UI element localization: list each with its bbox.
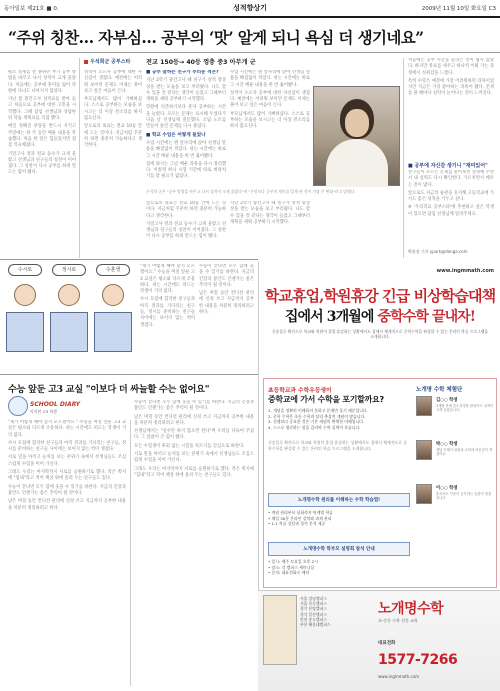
paragraph: 부모님께서도 많이 기뻐하셨다. 스스로 공부하는 모습을 보시고는 더 이상 잔소리를 하지 않으신다. [84,97,142,122]
paragraph: 남은 며칠 동안 컨디션 관리에 신경 쓰고 지금까지 공부한 내용을 차분히 정리하려고 한다. [8,499,126,511]
testimonial-photo [416,484,432,504]
desk-icon [50,312,88,352]
ad-reason-list [268,408,410,430]
paragraph: 친구들이 모르는 문제를 물어보면 설명해 주면서 내 실력도 다시 확인한다. 가르치면서 배우는 것이 많다. [408,170,494,188]
paragraph: 수능이 끝나면 모두 함께 웃을 수 있기를 바란다. 지금의 긴장과 불안도 언젠가는 좋은 추억이 될 것이다. [134,400,254,412]
paragraph: 수능이 끝나면 모두 함께 웃을 수 있기를 바란다. 지금의 긴장과 불안도 언젠가는 좋은 추억이 될 것이다. [8,484,126,496]
list-item: 경기 분당캠퍼스 [300,606,327,612]
list-item: • 개념 원리부터 심화까지 단계별 학습 [268,510,333,515]
paragraph: 매일 정해진 분량을 반드시 지키고 주말에는 한 주 동안 배운 내용을 복습했다. 처음 한 달은 힘들었지만 점점 익숙해졌다. [8,124,76,149]
paragraph: 그래도 우리는 마지막까지 서로를 응원하기로 했다. 작은 쪽지에 "힘내"라고 적어 책상 위에 올려 두는 친구들도 있다. [8,470,126,482]
article-column-3 [230,70,310,186]
paragraph: 선생님께서는 "실수만 하지 않으면 된다"며 우리를 다독여 주셨다. 그 말씀이 큰 힘이 됐다. [134,429,254,441]
testimonial-title: 노개명 수학 체험단 [416,387,463,393]
list-item: 2. 중학 수학은 초등 수학과 달리 추상적 개념이 많습니다. [268,413,366,419]
newspaper-name: 동아일보 제21호 ■ 0. [4,6,59,12]
paragraph: 수업 시간에는 맨 앞자리에 앉아 선생님 말씀을 빠짐없이 적었다. 쉬는 시간에는 바로 그 시간 배운 내용을 한 번 훑어봤다. [230,70,310,88]
section-divider [0,374,258,375]
paragraph: 수업 시간에는 맨 앞자리에 앉아 선생님 말씀을 빠짐없이 적었다. 쉬는 시간에는 바로 그 시간 배운 내용을 한 번 훑어봤다. [146,140,226,159]
phone-label: 대표전화 [378,641,396,646]
speech-bubble: 수시로 [8,264,42,276]
speech-bubble: 정시로 [52,264,86,276]
section2-headline: 수능 앞둔 고3 교실 "이보다 더 싸늘할 수는 없어요" [8,384,210,395]
paragraph: 집에 와서는 그날 배운 과목을 다시 정리했다. 이렇게 하니 시험 기간에 따로 벼락치기를 할 필요가 없었다. [146,161,226,180]
paragraph: 수시 모집에 합격한 친구들과 아직 결과를 기다리는 친구들, 정시를 준비하는 친구들 사이에는 보이지 않는 벽이 생겼다. [140,297,195,328]
column-divider [403,58,404,258]
campus-map [263,595,297,665]
student-name-line: 전교 150등→ 40등 껑충 중3 아무개 군 [146,59,256,66]
main-headline: “주위 칭찬… 자부심… 공부의 ‘맛’ 알게 되니 욕심 더 생기네요” [8,28,424,47]
testimonial-text: 혼자서도 꾸준히 공부하는 습관이 생겼습니다. [436,492,492,501]
mid-article-col-a [140,264,195,372]
subheading: ■ 공부 잘하는 친구가 부러운 적은? [146,70,219,75]
author-label-text: 우석희군 공부스타 [90,59,131,65]
right-column-bottom [408,170,494,240]
paragraph: 기말고사 결과 전교 등수가 크게 올랐고 선생님과 친구들의 칭찬이 이어졌다. 그 칭찬이 다시 공부를 하게 만드는 힘이 됐다. [146,221,226,240]
testimonial-name: 김○○ 학생 [436,398,458,403]
campus-list [300,596,370,627]
paragraph: 수시 모집에 합격한 친구들과 아직 결과를 기다리는 친구들, 정시를 준비하는 친구들 사이에는 보이지 않는 벽이 생겼다. [8,440,126,453]
section2-col-b [134,400,254,686]
school-diary-logo [8,396,28,416]
paragraph: 평소 절제를 잘 못하던 부가 공부 방법을 바꾸고 나서 성적이 크게 올랐다. 처음에는 공부에 흥미를 잃어 학원에 다녀도 나아지지 않았다. [8,70,76,94]
paragraph: "제가 어떻게 해야 할지 모르겠어요." 수능을 며칠 앞둔 고3 교실은 평소와 다르게 조용하다. 쉬는 시간에도 떠드는 학생이 거의 없다. [8,420,126,438]
list-item: 부산 해운대캠퍼스 [300,622,331,628]
right-box-title: ■ 공부에 자신감 생기니 "재미있어" [408,163,488,169]
list-item: 3. 선행보다 중요한 것은 기본 개념의 완벽한 이해입니다. [268,419,365,425]
list-item: 4. 스스로 생각하는 힘을 길러야 수학 실력이 오릅니다. [268,424,361,430]
article-column-1b [84,70,142,258]
testimonial-name: 이○○ 학생 [436,486,458,491]
student-face-icon [58,284,80,306]
testimonial-text: 3개월 만에 중1 과정을 완성하고 성적이 크게 올랐습니다. [436,404,494,413]
article-column-lower-2 [230,201,310,259]
brand-logo: 노개명수학 [378,601,444,617]
ad-method-list [268,510,410,527]
cartoon-illustration [4,262,136,372]
paragraph: 처음에는 공부 시간을 늘리는 것이 쉽지 않았다. 하지만 목표를 세우고 하나씩 이뤄 가는 과정에서 성취감을 느꼈다. [408,58,494,76]
paragraph: 부모님께서도 많이 기뻐하셨다. 스스로 공부하는 모습을 보시고는 더 이상 잔소리를 하지 않으신다. [230,111,310,130]
paragraph: 남은 며칠 동안 컨디션 관리에 신경 쓰고 지금까지 공부한 내용을 차분히 정리하려고 한다. [199,291,254,316]
headline-divider [0,52,500,53]
testimonial-photo [416,440,432,460]
bullet-icon [84,60,88,64]
paragraph: 남은 며칠 동안 컨디션 관리에 신경 쓰고 지금까지 공부한 내용을 차분히 정리하려고 한다. [134,414,254,426]
paragraph: 앞으로도 지금의 습관을 유지해 고등학교에 가서도 좋은 성적을 거두고 싶다. [408,190,494,203]
ad-method-banner: 노개명수학 원리를 이해하는 수학 학습법! [268,493,410,507]
ad-seminar-banner: 노개명수학 학부모 설명회 참석 안내 [268,542,410,556]
ad-intro-text: 신종플루 확산으로 학교와 학원이 휴업·휴강하는 상황에서도 집에서 체계적으로 중학수학을 완성할 수 있는 온라인 학습 프로그램을 소개합니다. [271,329,489,340]
paragraph: 수능이 끝나면 모두 함께 웃을 수 있기를 바란다. 지금의 긴장과 불안도 언젠가는 좋은 추억이 될 것이다. [199,264,254,288]
list-item: 서울 강남캠퍼스 [300,596,327,601]
ad-headline: 학교휴업,학원휴강 긴급 비상학습대책 [264,287,496,305]
desk-icon [94,312,132,352]
paragraph: 성적이 오르자 공부에 대한 자신감이 생겼다. 예전에는 어려워 보이던 문제도 이제는 풀어 보고 싶은 마음이 든다. [84,70,142,94]
paragraph: "제가 어떻게 해야 할지 모르겠어요." 수능을 며칠 앞둔 고3 교실은 평소와 다르게 조용하다. 쉬는 시간에도 떠드는 학생이 거의 없다. [140,264,195,295]
paragraph: 모든 수험생이 후회 없는 시험을 치르기를 진심으로 바란다. [134,443,245,449]
section2-col-a [8,420,126,686]
ad-reason-detail [268,440,410,451]
article-column-1 [8,70,76,258]
paragraph: 학원에 의존하기보다 혼자 공부하는 시간을 늘렸다. 모르는 문제는 표시해 두었다가 다음 날 선생님께 질문했다. 오답 노트를 만들어 틀린 문제를 다시 풀었다. [146,105,226,130]
ad-url[interactable]: www.ingmmath.com [436,268,494,274]
ad-subheadline [264,306,496,326]
ad-footer-url[interactable]: www.ingmmath.com [378,674,420,679]
paragraph: 앞으로의 목표는 전교 10등 안에 드는 것이다. 지금처럼 꾸준히 하면 충분히 가능하다고 생각한다. [146,201,226,219]
list-item: 1. 개념을 정확히 이해하지 못하고 문제만 풀기 때문입니다. [268,408,369,413]
student-photo [313,86,400,186]
right-column-top [408,58,494,160]
column-divider [130,420,131,686]
phone-number[interactable]: 1577-7266 [378,652,458,668]
list-item: • 일시: 매주 토요일 오후 2시 [268,559,318,564]
paragraph: 그래도 우리는 마지막까지 서로를 응원하기로 했다. 작은 쪽지에 "힘내"라고 적어 책상 위에 올려 두는 친구들도 있다. [134,466,254,478]
testimonial-photo [416,396,432,416]
paragraph: 지난 2학기 중간고사 때 친구가 성적 향상 상을 받는 모습을 보고 부러웠다. 나도 할 수 있을 것 같다는 생각이 들었고 그때부터 계획을 세워 공부하기 시작했다. [230,201,310,225]
footnote: ※ '우리학교 공부스타'에 추천하고 싶은 학생이 있으면 담임 선생님께 알려주세요. [408,205,494,217]
student-face-icon [14,284,36,306]
issue-date: 2009년 11월 10일 화요일 C3 [421,6,496,12]
testimonial-text: 개념 이해가 쉬워져 수학에 자신감이 생겼어요. [436,448,493,457]
list-item: 인천 송도캠퍼스 [300,616,327,622]
list-item: 경기 일산캠퍼스 [300,611,327,617]
paragraph: 지난 봄 중간고사 성적표를 받아 들고 처음으로 공부에 대한 고민을 시작했다. 그때 담임 선생님과 상담한 뒤 학습 계획표를 직접 짰다. [8,97,76,122]
paragraph: 기말고사 결과 전교 등수가 크게 올랐고 선생님과 친구들의 칭찬이 이어졌다. 그 칭찬이 다시 공부를 하게 만드는 힘이 됐다. [8,151,76,176]
subheading: ■ 학교 수업은 어떻게 들었나 [146,132,206,138]
list-item: • 1:1 학습 상담과 성적 분석 제공 [268,521,326,527]
column-divider [79,58,80,258]
list-item: 신종플루 확산으로 학교와 학원이 휴업·휴강하는 상황에서도 집에서 체계적으로 중학수학을 완성할 수 있는 온라인 학습 프로그램을 소개합니다. [268,440,407,451]
school-diary-title: SCHOOL DIARY [30,401,81,408]
mid-article-col-b [199,264,254,372]
testimonial-name: 박○○ 학생 [436,442,458,447]
photo-shirt [326,139,388,187]
list-item: • 장소: 각 캠퍼스 세미나실 [268,564,315,570]
ad-question-line: 초등학교과 수학우등생이 [268,388,332,394]
paragraph: 앞으로의 목표는 전교 10등 안에 드는 것이다. 지금처럼 꾸준히 하면 충분히 가능하다고 생각한다. [84,124,142,149]
paragraph: 성적이 오르자 공부에 대한 자신감이 생겼다. 예전에는 어려워 보이던 문제도 이제는 풀어 보고 싶은 마음이 든다. [230,90,310,109]
list-item: • 문의: 대표전화로 예약 [268,570,310,576]
ad-subheadline-b: 중학수학 끝내자! [377,309,476,325]
section-divider [0,259,258,260]
paragraph: 지난 2학기 중간고사 때 친구가 성적 향상 상을 받는 모습을 보고 부러웠다. 나도 할 수 있을 것 같다는 생각이 들었고 그때부터 계획을 세워 공부하기 시작했다. [146,78,226,103]
photo-face [345,109,369,137]
article-column-lower [146,201,226,259]
paragraph: 특히 수학은 예전에 가장 어려워하던 과목이었지만 지금은 가장 좋아하는 과목이 됐다. 문제를 풀 때마다 실력이 늘어나는 것이 느껴진다. [408,78,494,97]
school-diary-author: 이지현 고3 학생 [30,409,57,414]
speech-bubble: 수훈생 [96,264,130,276]
desk-icon [6,312,44,352]
section-title: 성적향상기 [233,4,267,12]
photo-caption: 우석희 군은 "공부 방법을 바꾸고 나서 성적이 크게 올랐다"며 "무엇보다 공부의 재미를 알게 된 것이 가장 큰 변화"라고 말했다. [146,189,356,194]
paragraph: 서로 말을 아끼고 눈치를 보는 분위기 속에서 선생님들도 조심스럽게 수업을 이어 가신다. [8,455,126,467]
paragraph: 서로 말을 아끼고 눈치를 보는 분위기 속에서 선생님들도 조심스럽게 수업을 이어 가신다. [134,452,254,464]
list-item: 서울 목동캠퍼스 [300,601,327,607]
student-face-icon [102,284,124,306]
ad-seminar-list [268,559,410,576]
author-label [84,58,130,65]
list-item: • 매일 30분 온라인 강의와 과제 관리 [268,515,332,521]
ad-subheadline-a: 집에서 3개월에 [284,309,378,325]
byline: 박윤정 기자 ypark@donga.com [408,249,468,254]
ad-question-big: 중학교에 가서 수학을 포기할까요? [268,395,384,404]
brand-tagline: 초·중등 수학 전문 교육 [378,618,418,623]
article-column-2 [146,70,226,186]
